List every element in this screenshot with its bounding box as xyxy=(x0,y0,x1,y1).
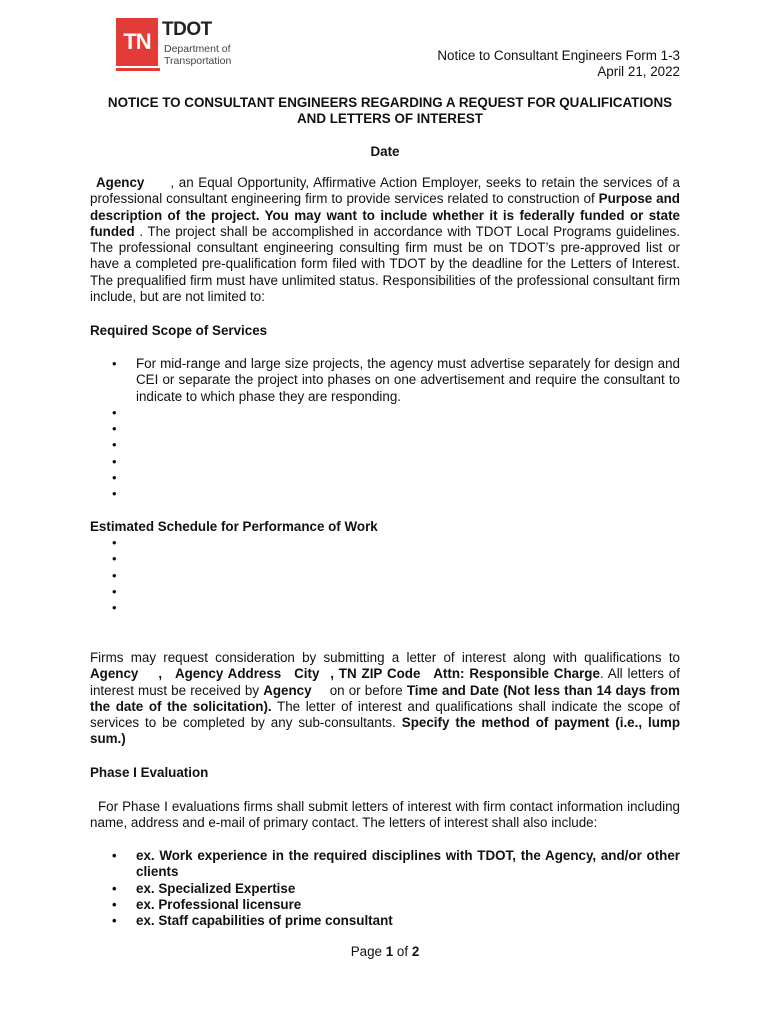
city-placeholder: City xyxy=(294,666,320,682)
attn-placeholder: Attn: Responsible Charge xyxy=(433,666,600,682)
list-item xyxy=(90,568,680,584)
bullet-icon: • xyxy=(112,896,117,912)
list-item xyxy=(90,437,680,453)
list-item xyxy=(90,421,680,437)
phase1-item-text: ex. Specialized Expertise xyxy=(136,880,296,896)
date-field: Date xyxy=(370,144,400,159)
intro-text-1: , an Equal Opportunity, Affirmative Action Employer, seeks to retain the services of a professional consultant engineering firm to provide services related to construction of xyxy=(90,175,680,207)
intro-text-2: . The project shall be accomplished in accordance with TDOT Local Programs guidelines. The professional consultant engineering consulting firm must be on TDOT’s pre-approved list or have a completed pre-qualification form filed with TDOT by the deadline for the Letters of Interest. The prequalified firm must have unlimited status. Responsibilities of the professional consultant firm include, but are not limited to: xyxy=(90,223,680,305)
of-word: of xyxy=(396,944,409,959)
bullet-icon: • xyxy=(112,437,117,453)
agency-placeholder: Agency xyxy=(90,666,139,682)
bullet-icon: • xyxy=(112,848,117,863)
bullet-icon: • xyxy=(112,404,117,420)
phase1-paragraph: For Phase I evaluations firms shall submit letters of interest with firm contact information including name, address and e-mail of primary contact. The letters of interest shall also include: xyxy=(90,799,680,831)
agency-address-placeholder: Agency Address xyxy=(174,666,282,682)
logo-underline xyxy=(116,68,160,71)
document-title xyxy=(90,95,690,127)
payment-placeholder: Specify the method of payment (i.e., lump sum.) xyxy=(90,715,680,747)
list-item xyxy=(90,913,680,929)
logo-sub-line1: Department of xyxy=(164,43,231,55)
request-text-4: The letter of interest and qualifications shall indicate the scope of services to be completed by any sub-consultants. xyxy=(90,698,680,731)
title-line1: NOTICE TO CONSULTANT ENGINEERS REGARDING A REQUEST FOR QUALIFICATIONS xyxy=(107,95,673,110)
bullet-icon: • xyxy=(112,356,117,371)
state-text: , TN xyxy=(330,666,357,682)
deadline-placeholder: Time and Date (Not less than 14 days from the date of the solicitation). xyxy=(90,682,680,714)
agency-placeholder: Agency xyxy=(96,175,145,190)
schedule-heading: Estimated Schedule for Performance of Work xyxy=(90,519,378,534)
list-item xyxy=(90,881,680,897)
bullet-icon: • xyxy=(112,551,117,567)
list-item xyxy=(90,551,680,567)
request-text-1: Firms may request consideration by submitting a letter of interest along with qualifications to xyxy=(90,650,680,665)
purpose-placeholder: Purpose and description of the project. You may want to include whether it is federally funded or state funded xyxy=(90,191,680,239)
logo-sub-line2: Transportation xyxy=(164,55,232,67)
bullet-icon: • xyxy=(112,567,117,583)
list-item xyxy=(90,356,680,405)
agency-placeholder: Agency xyxy=(263,682,312,698)
page-total: 2 xyxy=(411,944,420,959)
tn-badge: TN xyxy=(116,18,158,66)
bullet-icon: • xyxy=(112,535,117,550)
list-item xyxy=(90,454,680,470)
form-header xyxy=(437,48,680,80)
phase1-item-text: ex. Professional licensure xyxy=(136,896,302,912)
list-item xyxy=(90,848,680,881)
bullet-icon: • xyxy=(112,470,117,486)
bullet-icon: • xyxy=(112,421,117,437)
form-label: Notice to Consultant Engineers Form 1-3 xyxy=(437,48,680,63)
list-item xyxy=(90,535,680,551)
request-paragraph: Firms may request consideration by submitting a letter of interest along with qualifications to Agency , Agency Address City , TN ZIP Code Attn: Responsible Charge. All letters of interest must be received by Agency on or before Time and Date (Not less than 14 days from the date of the solicitation). The letter of interest and qualifications shall indicate the scope of services to be completed by any sub-consultants. Specify the method of payment (i.e., lump sum.) xyxy=(90,650,680,747)
list-item xyxy=(90,584,680,600)
list-item xyxy=(90,405,680,421)
bullet-icon: • xyxy=(112,600,117,616)
phase1-list xyxy=(90,848,680,929)
title-line2: AND LETTERS OF INTEREST xyxy=(297,111,483,126)
bullet-icon: • xyxy=(112,913,117,929)
list-item xyxy=(90,486,680,502)
tdot-logo xyxy=(116,18,236,74)
page-word: Page xyxy=(350,944,382,959)
page-footer xyxy=(0,944,770,959)
page-number: 1 xyxy=(385,944,394,959)
bullet-icon: • xyxy=(112,486,117,502)
schedule-list xyxy=(90,535,680,616)
request-text-2: . All letters of interest must be received by xyxy=(90,666,680,698)
list-item xyxy=(90,600,680,616)
scope-heading: Required Scope of Services xyxy=(90,323,268,338)
logo-subtitle xyxy=(164,43,231,67)
intro-paragraph xyxy=(90,175,680,305)
list-item xyxy=(90,897,680,913)
form-date: April 21, 2022 xyxy=(597,64,680,79)
list-item xyxy=(90,470,680,486)
phase1-item-text: ex. Staff capabilities of prime consultant xyxy=(136,913,393,929)
bullet-icon: • xyxy=(112,583,117,599)
phase1-heading: Phase I Evaluation xyxy=(90,765,209,780)
scope-item-text: For mid-range and large size projects, the agency must advertise separately for design and CEI or separate the project into phases on one advertisement and require the consultant to indicate to which phase they are responding. xyxy=(136,356,680,404)
logo-name: TDOT xyxy=(162,19,212,40)
zip-placeholder: ZIP Code xyxy=(361,666,421,682)
bullet-icon: • xyxy=(112,453,117,469)
bullet-icon: • xyxy=(112,880,117,896)
scope-list xyxy=(90,356,680,503)
request-text-3: on or before xyxy=(329,682,403,698)
phase1-item-text: ex. Work experience in the required disciplines with TDOT, the Agency, and/or other clients xyxy=(136,848,680,880)
